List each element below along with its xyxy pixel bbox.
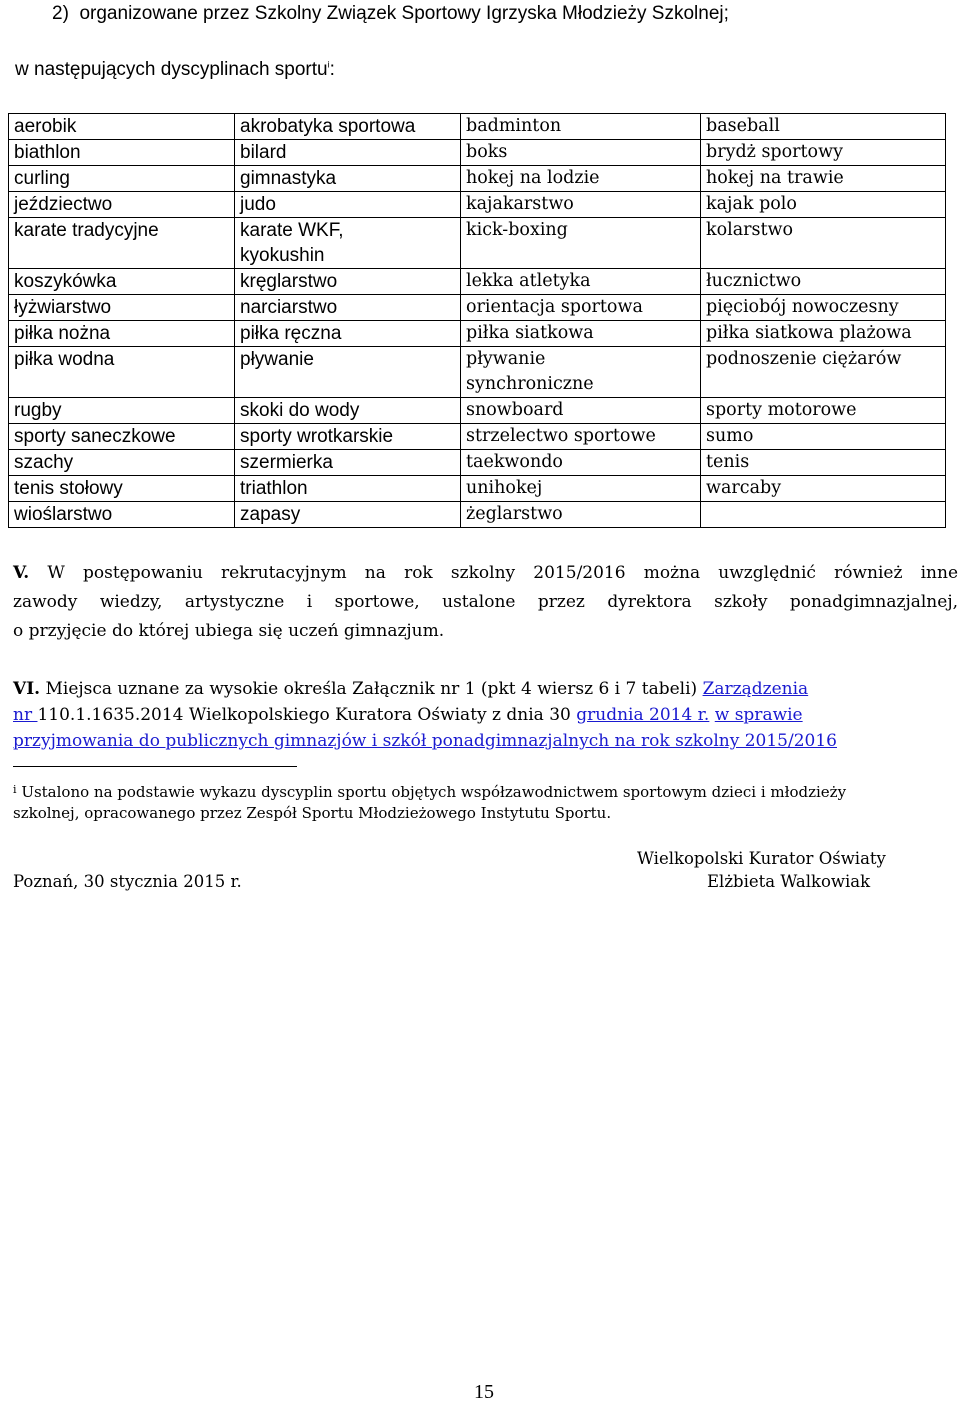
- table-cell: [701, 192, 946, 218]
- table-cell: [461, 476, 701, 502]
- table-cell: [701, 321, 946, 347]
- table-cell-text: karate tradycyjne: [14, 220, 159, 241]
- table-cell: [701, 114, 946, 140]
- table-cell: [235, 140, 461, 166]
- section-vi-line-2: [13, 702, 803, 728]
- section-vi-line-1: [13, 676, 808, 702]
- table-cell-text: zapasy: [240, 504, 301, 525]
- table-cell-text: piłka nożna: [14, 323, 111, 344]
- table-row: [9, 140, 946, 166]
- table-cell-text: sporty motorowe: [706, 400, 857, 420]
- table-cell-text: pływanie: [466, 349, 546, 369]
- table-cell-text: sporty saneczkowe: [14, 426, 176, 447]
- table-cell-text: sporty wrotkarskie: [240, 426, 394, 447]
- table-cell-text: rugby: [14, 400, 62, 421]
- nr-link[interactable]: nr: [13, 705, 38, 725]
- table-cell: [235, 424, 461, 450]
- table-cell: [235, 114, 461, 140]
- table-cell: [461, 398, 701, 424]
- table-cell: [461, 502, 701, 528]
- table-cell-text: triathlon: [240, 478, 308, 499]
- signature-role: Wielkopolski Kurator Oświaty: [637, 849, 886, 868]
- table-cell: [235, 166, 461, 192]
- table-cell: [9, 476, 235, 502]
- table-cell: [461, 166, 701, 192]
- table-cell-text: piłka wodna: [14, 349, 115, 370]
- table-cell-text: karate WKF,: [240, 220, 344, 241]
- disciplines-intro-colon: :: [329, 59, 335, 80]
- table-cell-text: szermierka: [240, 452, 333, 473]
- table-row: [9, 398, 946, 424]
- table-cell: [9, 166, 235, 192]
- disciplines-intro-text: w następujących dyscyplinach sportu: [15, 59, 328, 80]
- table-cell-text: tenis: [706, 452, 750, 472]
- w-sprawie-link[interactable]: w sprawie: [714, 705, 803, 725]
- table-cell: [461, 450, 701, 476]
- table-cell: [235, 502, 461, 528]
- table-cell-text: kręglarstwo: [240, 271, 338, 292]
- table-row: [9, 192, 946, 218]
- section-v-line-2: zawody wiedzy, artystyczne i sportowe, ustalone przez dyrektora szkoły ponadgimnazjalnej,: [13, 592, 958, 612]
- table-row: [9, 166, 946, 192]
- section-v-text-1: W postępowaniu rekrutacyjnym na rok szkolny 2015/2016 można uwzględnić również inne: [47, 563, 959, 583]
- table-cell: [9, 450, 235, 476]
- table-cell-text: sumo: [706, 426, 754, 446]
- table-cell-text: aerobik: [14, 116, 77, 137]
- sports-disciplines-table: [8, 113, 946, 528]
- table-cell: [701, 450, 946, 476]
- section-vi-text-2: 110.1.1635.2014 Wielkopolskiego Kuratora Oświaty z dnia 30: [37, 705, 577, 725]
- page-number: 15: [474, 1381, 494, 1403]
- table-cell: [701, 424, 946, 450]
- table-cell: [235, 321, 461, 347]
- section-vi-line-3: [13, 728, 837, 754]
- table-row: [9, 476, 946, 502]
- table-row: [9, 424, 946, 450]
- table-cell-text: łucznictwo: [706, 271, 802, 291]
- table-cell-text: synchroniczne: [466, 374, 594, 394]
- item-2-text: organizowane przez Szkolny Związek Sportowy Igrzyska Młodzieży Szkolnej;: [79, 3, 729, 24]
- table-cell: [701, 166, 946, 192]
- table-cell: [235, 450, 461, 476]
- table-cell-text: łyżwiarstwo: [14, 297, 112, 318]
- table-cell-text: kajakarstwo: [466, 194, 574, 214]
- table-row: [9, 295, 946, 321]
- table-cell-text: piłka ręczna: [240, 323, 342, 344]
- table-cell: [9, 295, 235, 321]
- table-cell: [235, 269, 461, 295]
- table-cell-text: curling: [14, 168, 70, 189]
- table-cell: [701, 398, 946, 424]
- table-cell: [9, 218, 235, 269]
- table-cell: [9, 398, 235, 424]
- table-cell: [235, 398, 461, 424]
- table-cell: [9, 269, 235, 295]
- footnote-line-2: szkolnej, opracowanego przez Zespół Sportu Młodzieżowego Instytutu Sportu.: [13, 804, 612, 822]
- table-cell-text: biathlon: [14, 142, 81, 163]
- table-cell: [461, 424, 701, 450]
- section-vi-text-1: Miejsca uznane za wysokie określa Załącznik nr 1 (pkt 4 wiersz 6 i 7 tabeli): [45, 679, 703, 699]
- table-cell: [235, 347, 461, 398]
- table-cell: [701, 295, 946, 321]
- table-cell: [701, 269, 946, 295]
- table-cell: [9, 347, 235, 398]
- table-cell: [701, 502, 946, 528]
- table-cell: [9, 192, 235, 218]
- disciplines-intro: [15, 57, 335, 83]
- table-cell: [9, 140, 235, 166]
- table-cell-text: baseball: [706, 116, 780, 136]
- table-cell: [235, 295, 461, 321]
- table-cell-text: hokej na lodzie: [466, 168, 600, 188]
- signature-name: Elżbieta Walkowiak: [707, 872, 871, 891]
- table-cell-text: wioślarstwo: [14, 504, 113, 525]
- table-cell-text: skoki do wody: [240, 400, 360, 421]
- place-date: Poznań, 30 stycznia 2015 r.: [13, 872, 242, 891]
- table-cell-text: hokej na trawie: [706, 168, 844, 188]
- table-cell: [461, 192, 701, 218]
- footnote-marker: i: [13, 783, 17, 796]
- section-v-line-1: [13, 559, 958, 588]
- table-cell-text: pięciobój nowoczesny: [706, 297, 899, 317]
- table-row: [9, 218, 946, 269]
- table-cell-text: kyokushin: [240, 245, 325, 266]
- section-v-label: V.: [13, 563, 30, 583]
- footnote-text-1: Ustalono na podstawie wykazu dyscyplin sportu objętych współzawodnictwem sportowym dzieci i młodzieży: [21, 783, 847, 801]
- table-cell-text: judo: [240, 194, 276, 215]
- table-cell: [9, 114, 235, 140]
- table-cell-text: szachy: [14, 452, 74, 473]
- table-cell-text: orientacja sportowa: [466, 297, 643, 317]
- table-cell-text: koszykówka: [14, 271, 117, 292]
- table-cell: [701, 218, 946, 269]
- table-cell: [461, 321, 701, 347]
- item-2: [52, 1, 729, 27]
- table-row: [9, 269, 946, 295]
- table-cell-text: brydż sportowy: [706, 142, 843, 162]
- table-cell: [701, 140, 946, 166]
- zarzadzenia-link[interactable]: Zarządzenia: [702, 679, 809, 699]
- table-row: [9, 321, 946, 347]
- table-cell: [9, 502, 235, 528]
- table-cell-text: lekka atletyka: [466, 271, 591, 291]
- przyjmowania-link[interactable]: przyjmowania do publicznych gimnazjów i szkół ponadgimnazjalnych na rok szkolny 2015/2016: [13, 731, 837, 751]
- table-cell-text: snowboard: [466, 400, 564, 420]
- table-cell: [461, 140, 701, 166]
- table-cell-text: bilard: [240, 142, 287, 163]
- table-cell-text: tenis stołowy: [14, 478, 123, 499]
- table-cell-text: żeglarstwo: [466, 504, 563, 524]
- section-vi-label: VI.: [13, 679, 41, 699]
- table-cell-text: pływanie: [240, 349, 314, 370]
- table-cell-text: kajak polo: [706, 194, 797, 214]
- table-cell-text: piłka siatkowa: [466, 323, 594, 343]
- table-row: [9, 114, 946, 140]
- table-cell: [461, 347, 701, 398]
- item-2-number: 2): [52, 3, 69, 24]
- section-v-line-3: o przyjęcie do której ubiega się uczeń gimnazjum.: [13, 621, 445, 641]
- table-cell-text: strzelectwo sportowe: [466, 426, 656, 446]
- section-v: [13, 559, 958, 646]
- table-cell: [9, 424, 235, 450]
- table-cell: [235, 476, 461, 502]
- table-row: [9, 502, 946, 528]
- table-cell-text: akrobatyka sportowa: [240, 116, 416, 137]
- table-cell-text: warcaby: [706, 478, 782, 498]
- table-row: [9, 450, 946, 476]
- grudnia-link[interactable]: grudnia 2014 r.: [576, 705, 710, 725]
- table-cell-text: unihokej: [466, 478, 543, 498]
- table-cell-text: gimnastyka: [240, 168, 337, 189]
- table-cell-text: kolarstwo: [706, 220, 794, 240]
- table-cell: [701, 476, 946, 502]
- table-cell: [461, 295, 701, 321]
- footnote-separator: [13, 766, 297, 767]
- table-cell: [701, 347, 946, 398]
- table-row: [9, 347, 946, 398]
- table-cell: [461, 218, 701, 269]
- table-cell-text: badminton: [466, 116, 562, 136]
- table-cell-text: kick-boxing: [466, 220, 568, 240]
- table-cell-text: jeździectwo: [14, 194, 113, 215]
- table-cell-text: piłka siatkowa plażowa: [706, 323, 912, 343]
- table-cell: [461, 269, 701, 295]
- table-cell-text: narciarstwo: [240, 297, 338, 318]
- table-cell: [235, 218, 461, 269]
- table-cell: [9, 321, 235, 347]
- table-cell: [461, 114, 701, 140]
- table-cell-text: taekwondo: [466, 452, 563, 472]
- footnote-ref-marker: i: [327, 59, 330, 70]
- table-cell-text: boks: [466, 142, 508, 162]
- table-cell: [235, 192, 461, 218]
- table-cell-text: podnoszenie ciężarów: [706, 349, 902, 369]
